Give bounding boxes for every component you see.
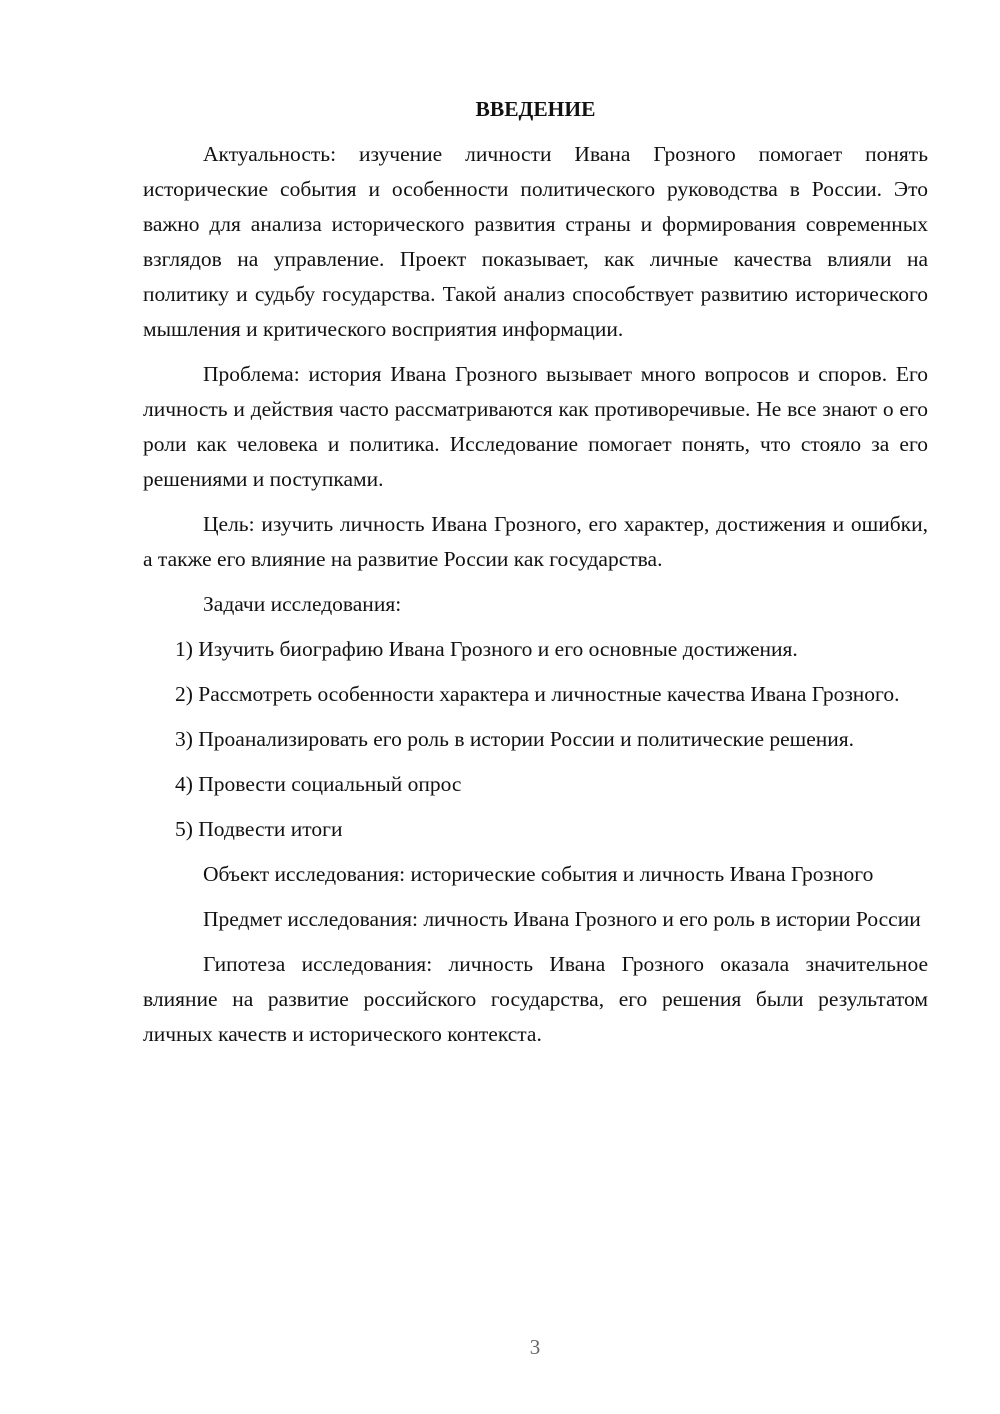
paragraph-problem: Проблема: история Ивана Грозного вызывает много вопросов и споров. Его личность и действия часто рассматриваются как противоречивые. Не все знают о его роли как человека и политика. Исследование помогает понять, что стояло за его решениями и поступками.: [143, 362, 928, 491]
task-item-5: 5) Подвести итоги: [175, 817, 343, 841]
paragraph-tasks-heading: Задачи исследования:: [203, 592, 402, 616]
task-item-1: 1) Изучить биографию Ивана Грозного и его основные достижения.: [175, 637, 798, 661]
paragraph-hypothesis: Гипотеза исследования: личность Ивана Грозного оказала значительное влияние на развитие российского государства, его решения были результатом личных качеств и исторического контекста.: [143, 952, 928, 1046]
paragraph-subject: Предмет исследования: личность Ивана Грозного и его роль в истории России: [203, 907, 921, 931]
page-title: ВВЕДЕНИЕ: [475, 97, 596, 121]
paragraph-goal: Цель: изучить личность Ивана Грозного, его характер, достижения и ошибки, а также его влияние на развитие России как государства.: [143, 512, 928, 571]
task-item-4: 4) Провести социальный опрос: [175, 772, 462, 796]
task-item-3: 3) Проанализировать его роль в истории России и политические решения.: [175, 727, 855, 751]
task-item-2: 2) Рассмотреть особенности характера и личностные качества Ивана Грозного.: [175, 682, 900, 706]
page-number: 3: [529, 1335, 541, 1359]
page-content: [143, 92, 928, 1062]
paragraph-relevance: Актуальность: изучение личности Ивана Грозного помогает понять исторические события и особенности политического руководства в России. Это важно для анализа исторического развития страны и формирования современных взглядов на управление. Проект показывает, как личные качества влияли на политику и судьбу государства. Такой анализ способствует развитию исторического мышления и критического восприятия информации.: [143, 142, 928, 341]
paragraph-object: Объект исследования: исторические события и личность Ивана Грозного: [203, 862, 874, 886]
